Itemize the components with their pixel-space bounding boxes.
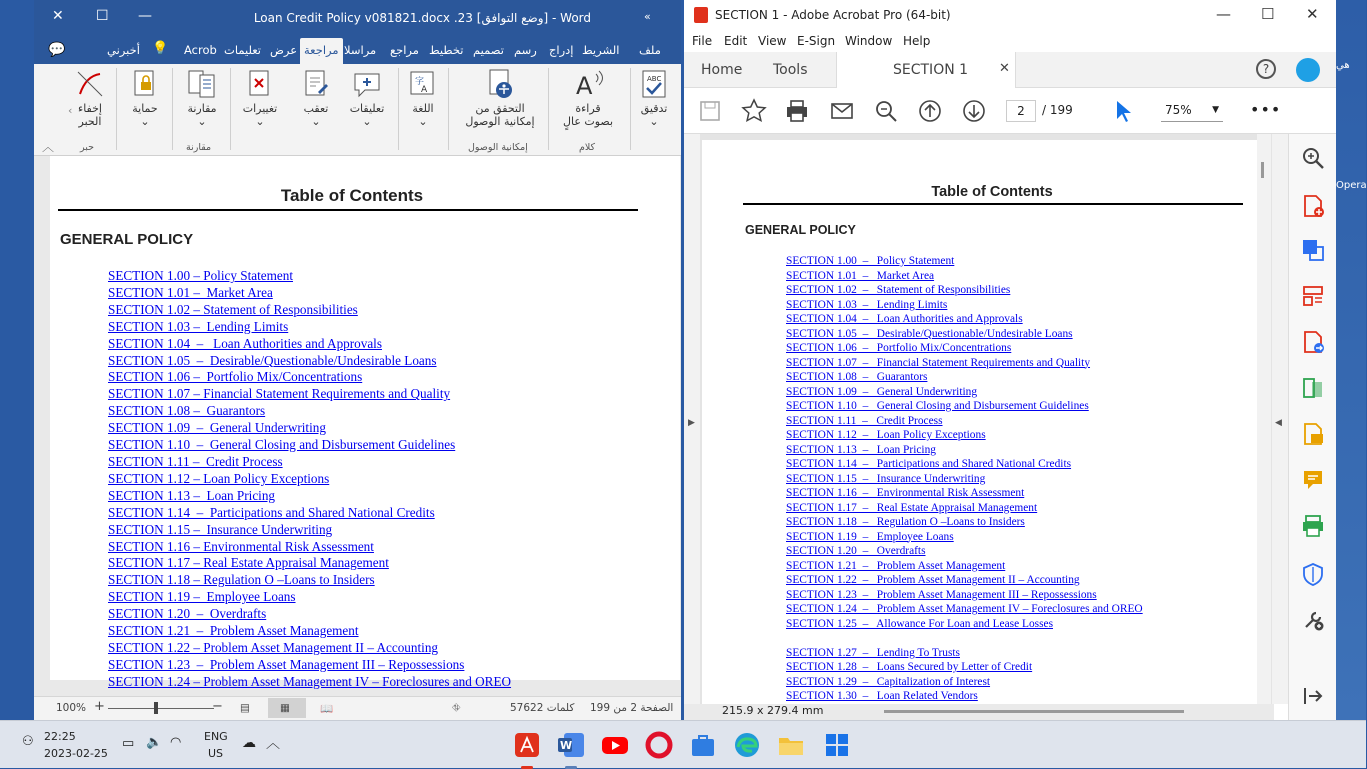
menu-window[interactable]: Window xyxy=(845,34,893,48)
group-accessibility: إمكانية الوصول xyxy=(468,142,528,153)
toc-link[interactable]: SECTION 1.00 – Policy Statement xyxy=(786,255,955,267)
accessibility-label: إمكانية الوصول xyxy=(465,115,535,128)
zoom-in-icon[interactable]: + xyxy=(94,699,105,714)
toc-link[interactable]: SECTION 1.00 – Policy Statement xyxy=(108,268,293,283)
toc-link[interactable]: SECTION 1.13 – Loan Pricing xyxy=(786,443,936,456)
window-title: Loan Credit Policy v081821.docx .23 [وضع التوافق] - Word xyxy=(253,11,591,25)
toc-link[interactable]: SECTION 1.20 – Overdrafts xyxy=(108,606,267,622)
hide-ink-label: إخفاء xyxy=(78,102,102,115)
tracking-button[interactable] xyxy=(296,68,336,128)
zoom-slider-thumb[interactable] xyxy=(154,702,158,714)
tab-view[interactable]: عرض xyxy=(270,43,298,57)
close-icon[interactable]: ✕ xyxy=(1306,5,1319,23)
document-page xyxy=(50,156,680,689)
language-icon xyxy=(407,68,439,100)
toc-link[interactable]: SECTION 1.09 – General Underwriting xyxy=(108,420,326,436)
zoom-search-icon[interactable] xyxy=(873,98,899,124)
group-ink: حبر xyxy=(80,142,94,153)
tab-draw[interactable]: رسم xyxy=(514,43,537,57)
svg-text:A: A xyxy=(576,72,593,100)
toc-link[interactable]: SECTION 1.05 – Desirable/Questionable/Undesirable Loans xyxy=(108,352,437,368)
toc-link[interactable]: SECTION 1.04 – Loan Authorities and Approvals xyxy=(786,313,1023,325)
collapse-pane-icon[interactable] xyxy=(1301,684,1325,708)
divider xyxy=(630,68,631,150)
tab-acrobat[interactable]: Acrob xyxy=(184,43,217,57)
toc-link[interactable]: SECTION 1.25 – Allowance For Loan and Lease Losses xyxy=(786,617,1053,630)
zoom-select[interactable] xyxy=(1161,100,1223,122)
acrobat-tabs xyxy=(684,52,1336,88)
toc-link[interactable]: SECTION 1.04 – Loan Authorities and Approvals xyxy=(108,335,382,351)
spelling-icon xyxy=(638,68,670,100)
toc-link[interactable]: SECTION 1.19 – Employee Loans xyxy=(786,530,954,543)
comments-label: تعليقات xyxy=(349,102,385,115)
toc-link[interactable]: SECTION 1.24 – Problem Asset Management IV – Foreclosures and OREO xyxy=(786,603,1143,615)
changes-button[interactable] xyxy=(236,68,284,128)
toc-title: Table of Contents xyxy=(931,184,1053,200)
acrobat-title-bar xyxy=(684,0,1336,30)
toc-link[interactable]: SECTION 1.08 – Guarantors xyxy=(108,403,266,419)
toc-link[interactable]: SECTION 1.20 – Overdrafts xyxy=(786,545,926,557)
divider xyxy=(172,68,173,150)
toc-link[interactable]: SECTION 1.21 – Problem Asset Management xyxy=(786,559,1006,572)
status-bar xyxy=(684,704,1274,720)
zoom-value: 75% xyxy=(1165,103,1192,117)
toc-link[interactable]: SECTION 1.07 – Financial Statement Requirements and Quality xyxy=(108,386,451,402)
minimize-icon[interactable]: — xyxy=(138,8,152,24)
toc-link[interactable]: SECTION 1.18 – Regulation O –Loans to Insiders xyxy=(786,516,1025,528)
select-cursor-icon[interactable] xyxy=(1109,98,1135,124)
hide-ink-button[interactable] xyxy=(70,68,110,128)
chevron-down-icon: ⌄ xyxy=(140,115,150,128)
toc-link[interactable]: SECTION 1.05 – Desirable/Questionable/Undesirable Loans xyxy=(786,327,1073,340)
changes-icon xyxy=(244,68,276,100)
menu-edit[interactable]: Edit xyxy=(724,34,748,48)
toc-link[interactable]: SECTION 1.21 – Problem Asset Management xyxy=(108,623,359,639)
tab-insert[interactable]: إدراج xyxy=(549,43,574,57)
chevron-down-icon: ⌄ xyxy=(418,115,428,128)
toc-link[interactable]: SECTION 1.17 – Real Estate Appraisal Management xyxy=(108,555,389,571)
zoom-level[interactable]: 100% xyxy=(56,702,87,714)
proofing-button[interactable] xyxy=(634,68,674,128)
toc-link[interactable]: SECTION 1.22 – Problem Asset Management II – Accounting xyxy=(786,574,1080,586)
toc-title: Table of Contents xyxy=(280,186,424,205)
ribbon-toggle-icon[interactable]: « xyxy=(644,10,651,23)
comments-icon[interactable]: 💬 xyxy=(48,42,66,58)
menu-view[interactable]: View xyxy=(758,34,787,48)
toc-link[interactable]: SECTION 1.19 – Employee Loans xyxy=(108,589,296,605)
print-layout-icon: ▦ xyxy=(280,702,290,714)
compress-icon[interactable] xyxy=(1301,376,1325,400)
zoom-icon[interactable] xyxy=(1301,146,1325,170)
toc-link[interactable]: SECTION 1.12 – Loan Policy Exceptions xyxy=(786,429,986,441)
toc-link[interactable]: SECTION 1.02 – Statement of Responsibilities xyxy=(108,301,358,317)
toc-link[interactable]: SECTION 1.08 – Guarantors xyxy=(786,371,928,383)
page-count[interactable]: الصفحة 2 من 199 xyxy=(590,702,674,714)
accessibility-check-button[interactable] xyxy=(458,68,542,128)
toc-link[interactable]: SECTION 1.11 – Credit Process xyxy=(786,414,943,427)
ribbon-tabs xyxy=(34,36,681,64)
right-panel-toggle[interactable] xyxy=(1272,134,1288,704)
file-explorer-taskbar-icon[interactable] xyxy=(776,730,806,760)
toc-link[interactable]: SECTION 1.16 – Environmental Risk Assessment xyxy=(786,487,1025,499)
divider xyxy=(116,68,117,150)
changes-label: تغييرات xyxy=(242,102,278,115)
read-aloud-button[interactable] xyxy=(558,68,618,128)
language-label: اللغة xyxy=(412,102,434,115)
ribbon xyxy=(34,64,681,156)
page-number-input[interactable]: 2 xyxy=(1006,100,1036,122)
svg-text:W: W xyxy=(560,739,573,752)
zoom-slider[interactable] xyxy=(108,708,214,709)
compare-button[interactable] xyxy=(180,68,224,128)
page-up-icon[interactable] xyxy=(917,98,943,124)
language-indicator-region: US xyxy=(208,747,224,760)
document-area xyxy=(34,156,681,696)
clock-date[interactable]: 2023-02-25 xyxy=(44,747,108,760)
toc-link[interactable]: SECTION 1.23 – Problem Asset Management III – Repossessions xyxy=(786,588,1097,601)
toc-list xyxy=(786,254,1143,704)
toc-link[interactable]: SECTION 1.14 – Participations and Shared National Credits xyxy=(108,504,435,520)
tracking-label: تعقب xyxy=(303,102,329,115)
toc-link[interactable]: SECTION 1.24 – Problem Asset Management IV – Foreclosures and OREO xyxy=(108,673,512,689)
tab-document-label: SECTION 1 xyxy=(893,62,969,78)
language-button[interactable] xyxy=(404,68,442,128)
toc-link[interactable]: SECTION 1.02 – Statement of Responsibilities xyxy=(786,284,1011,296)
toc-link[interactable]: SECTION 1.14 – Participations and Shared National Credits xyxy=(786,458,1072,470)
tab-review[interactable]: مراجعة xyxy=(300,38,343,64)
comments-button[interactable] xyxy=(344,68,390,128)
translate-icon[interactable] xyxy=(1301,238,1325,262)
section-heading: GENERAL POLICY xyxy=(745,223,856,237)
menu-esign[interactable]: E-Sign xyxy=(797,34,836,48)
word-window xyxy=(34,0,681,720)
help-icon[interactable]: ? xyxy=(1256,59,1276,79)
store-taskbar-icon[interactable] xyxy=(688,730,718,760)
collapse-ribbon-icon[interactable]: ︿ xyxy=(42,140,55,154)
accessibility-icon xyxy=(484,68,516,100)
chevron-down-icon: ⌄ xyxy=(311,115,321,128)
tab-references[interactable]: مراجع xyxy=(390,43,419,57)
divider xyxy=(743,203,1243,205)
more-tools-icon[interactable] xyxy=(1301,608,1325,632)
accessibility-label: التحقق من xyxy=(475,102,525,115)
scrollbar[interactable] xyxy=(1257,134,1271,704)
divider xyxy=(230,68,231,150)
toc-link[interactable]: SECTION 1.27 – Lending To Trusts xyxy=(786,646,960,659)
toc-link[interactable]: SECTION 1.23 – Problem Asset Management III – Repossessions xyxy=(108,656,465,672)
tab-file[interactable]: ملف xyxy=(639,43,661,57)
status-bar xyxy=(34,696,681,720)
lightbulb-icon: 💡 xyxy=(152,41,169,56)
toc-link[interactable]: SECTION 1.30 – Loan Related Vendors xyxy=(786,690,978,702)
protect-label: حماية xyxy=(132,102,158,115)
toc-link[interactable]: SECTION 1.22 – Problem Asset Management II – Accounting xyxy=(108,639,439,655)
word-taskbar-icon[interactable] xyxy=(556,730,586,760)
tab-home[interactable]: Home xyxy=(701,62,743,78)
menu-help[interactable]: Help xyxy=(903,34,931,48)
word-title-bar xyxy=(34,0,681,36)
language-indicator[interactable]: ENG xyxy=(204,730,228,743)
toc-link[interactable]: SECTION 1.03 – Lending Limits xyxy=(108,318,289,334)
youtube-taskbar-icon[interactable] xyxy=(600,730,630,760)
tab-mailings[interactable]: مراسلا xyxy=(344,43,377,57)
proofing-label: تدقيق xyxy=(640,102,668,115)
weather-icon[interactable]: ☁ xyxy=(242,735,256,751)
divider xyxy=(398,68,399,150)
print-icon[interactable] xyxy=(784,98,810,124)
read-aloud-label: قراءة xyxy=(575,102,601,115)
compare-label: مقارنة xyxy=(187,102,217,115)
document-area xyxy=(684,134,1336,704)
chevron-left-icon[interactable]: ‹ xyxy=(68,104,73,117)
toc-link[interactable]: SECTION 1.11 – Credit Process xyxy=(108,453,283,469)
opera-taskbar-icon[interactable] xyxy=(644,730,674,760)
battery-icon[interactable]: ▭ xyxy=(122,736,135,751)
toc-link[interactable]: SECTION 1.09 – General Underwriting xyxy=(786,385,978,398)
read-mode-icon[interactable]: 📖 xyxy=(320,703,334,715)
toc-link[interactable]: SECTION 1.15 – Insurance Underwriting xyxy=(108,521,333,537)
comment-pdf-icon[interactable] xyxy=(1301,422,1325,446)
chevron-right-icon: ▶ xyxy=(688,418,695,428)
zoom-out-icon[interactable]: − xyxy=(212,699,223,714)
comment-icon[interactable] xyxy=(1301,468,1325,492)
hide-ink-label: الحبر xyxy=(78,115,102,128)
tab-design[interactable]: تصميم xyxy=(473,43,504,57)
svg-text:ABC: ABC xyxy=(647,75,662,83)
desktop-label: Opera xyxy=(1336,180,1367,191)
page-size: 215.9 x 279.4 mm xyxy=(722,704,824,717)
window-title: SECTION 1 - Adobe Acrobat Pro (64-bit) xyxy=(715,8,951,22)
hide-ink-icon xyxy=(74,68,106,100)
avatar[interactable] xyxy=(1296,58,1320,82)
tools-pane xyxy=(1288,134,1336,720)
list-spacer xyxy=(786,631,1143,646)
page-total: / 199 xyxy=(1042,103,1073,117)
edge-taskbar-icon[interactable] xyxy=(732,730,762,760)
start-taskbar-icon[interactable] xyxy=(822,730,852,760)
toc-link[interactable]: SECTION 1.12 – Loan Policy Exceptions xyxy=(108,470,330,486)
read-aloud-label: بصوت عالٍ xyxy=(562,115,614,128)
toc-link[interactable]: SECTION 1.01 – Market Area xyxy=(786,269,935,282)
create-pdf-icon[interactable] xyxy=(1301,194,1325,218)
toc-link[interactable]: SECTION 1.13 – Loan Pricing xyxy=(108,487,276,503)
tab-tools[interactable]: Tools xyxy=(773,62,808,78)
tab-layout[interactable]: تخطيط xyxy=(429,43,464,57)
toc-link[interactable]: SECTION 1.18 – Regulation O –Loans to Insiders xyxy=(108,572,375,588)
read-aloud-icon xyxy=(572,68,604,100)
desktop-label: هي xyxy=(1336,60,1350,71)
maximize-icon[interactable]: ☐ xyxy=(1261,5,1275,23)
acrobat-logo-icon xyxy=(694,7,708,23)
chevron-down-icon: ⌄ xyxy=(362,115,372,128)
toolbar xyxy=(684,88,1336,134)
toc-link[interactable]: SECTION 1.28 – Loans Secured by Letter of Credit xyxy=(786,661,1033,673)
clock-time[interactable]: 22:25 xyxy=(44,730,76,743)
chevron-down-icon: ⌄ xyxy=(649,115,659,128)
wifi-icon[interactable]: ◠ xyxy=(170,735,182,750)
tab-ribbon[interactable]: الشريط xyxy=(582,43,620,57)
volume-icon[interactable]: 🔈 xyxy=(146,735,163,750)
toc-link[interactable]: SECTION 1.29 – Capitalization of Interest xyxy=(786,675,991,688)
taskbar xyxy=(0,720,1366,768)
toc-list xyxy=(108,268,511,691)
acrobat-taskbar-icon[interactable] xyxy=(512,730,542,760)
lock-icon xyxy=(129,68,161,100)
print-production-icon[interactable] xyxy=(1301,514,1325,538)
chevron-up-icon[interactable]: ︿ xyxy=(266,736,280,752)
protect-button[interactable] xyxy=(124,68,166,128)
save-icon[interactable] xyxy=(697,98,723,124)
left-panel-toggle[interactable] xyxy=(684,134,700,704)
chevron-left-icon: ◀ xyxy=(1275,418,1282,428)
accessibility-status-icon[interactable]: ⛗ xyxy=(452,702,461,714)
chevron-down-icon: ▼ xyxy=(1212,105,1219,115)
horizontal-scrollbar[interactable] xyxy=(884,710,1184,713)
star-icon[interactable] xyxy=(741,98,767,124)
section-heading: GENERAL POLICY xyxy=(60,231,194,248)
chevron-down-icon: ⌄ xyxy=(255,115,265,128)
comment-icon xyxy=(351,68,383,100)
protect-shield-icon[interactable] xyxy=(1301,562,1325,586)
toc-link[interactable]: SECTION 1.03 – Lending Limits xyxy=(786,298,948,311)
group-speech: كلام xyxy=(579,142,596,153)
close-icon[interactable]: ✕ xyxy=(999,61,1010,76)
page-down-icon[interactable] xyxy=(961,98,987,124)
divider xyxy=(58,209,638,211)
scrollbar-thumb[interactable] xyxy=(1261,162,1264,178)
group-compare: مقارنة xyxy=(186,142,212,153)
maximize-icon[interactable]: ☐ xyxy=(96,8,109,24)
more-icon[interactable]: ••• xyxy=(1250,100,1282,119)
toc-link[interactable]: SECTION 1.06 – Portfolio Mix/Concentrations xyxy=(108,369,363,385)
menu-file[interactable]: File xyxy=(692,34,713,48)
tab-document[interactable] xyxy=(836,52,1016,88)
desktop-background xyxy=(1336,0,1366,720)
compare-icon xyxy=(186,68,218,100)
toc-link[interactable]: SECTION 1.07 – Financial Statement Requirements and Quality xyxy=(786,356,1091,369)
tab-tell-me[interactable]: أخبرني xyxy=(107,43,140,57)
toc-link[interactable]: SECTION 1.17 – Real Estate Appraisal Management xyxy=(786,501,1038,514)
toc-link[interactable]: SECTION 1.01 – Market Area xyxy=(108,284,273,300)
toc-link[interactable]: SECTION 1.06 – Portfolio Mix/Concentrations xyxy=(786,342,1012,354)
minimize-icon[interactable]: — xyxy=(1216,5,1231,23)
mail-icon[interactable] xyxy=(829,98,855,124)
word-count[interactable]: 57622 كلمات xyxy=(510,702,575,714)
svg-text:A: A xyxy=(421,85,428,95)
divider xyxy=(448,68,449,150)
focus-icon[interactable]: ▤ xyxy=(240,702,250,714)
toc-link[interactable]: SECTION 1.10 – General Closing and Disbursement Guidelines xyxy=(786,400,1089,412)
divider xyxy=(548,68,549,150)
accessibility-tray-icon[interactable]: ⚇ xyxy=(22,734,34,749)
toc-link[interactable]: SECTION 1.16 – Environmental Risk Assessment xyxy=(108,538,374,554)
export-pdf-icon[interactable] xyxy=(1301,330,1325,354)
menu-bar xyxy=(684,30,1336,52)
svg-text:字: 字 xyxy=(415,77,425,87)
organize-pages-icon[interactable] xyxy=(1301,284,1325,308)
pdf-page xyxy=(702,140,1257,704)
chevron-down-icon: ⌄ xyxy=(197,115,207,128)
track-changes-icon xyxy=(300,68,332,100)
acrobat-window xyxy=(684,0,1336,720)
tab-help[interactable]: تعليمات xyxy=(224,43,262,57)
close-icon[interactable]: ✕ xyxy=(52,8,64,24)
toc-link[interactable]: SECTION 1.15 – Insurance Underwriting xyxy=(786,472,986,485)
toc-link[interactable]: SECTION 1.10 – General Closing and Disbursement Guidelines xyxy=(108,437,456,453)
